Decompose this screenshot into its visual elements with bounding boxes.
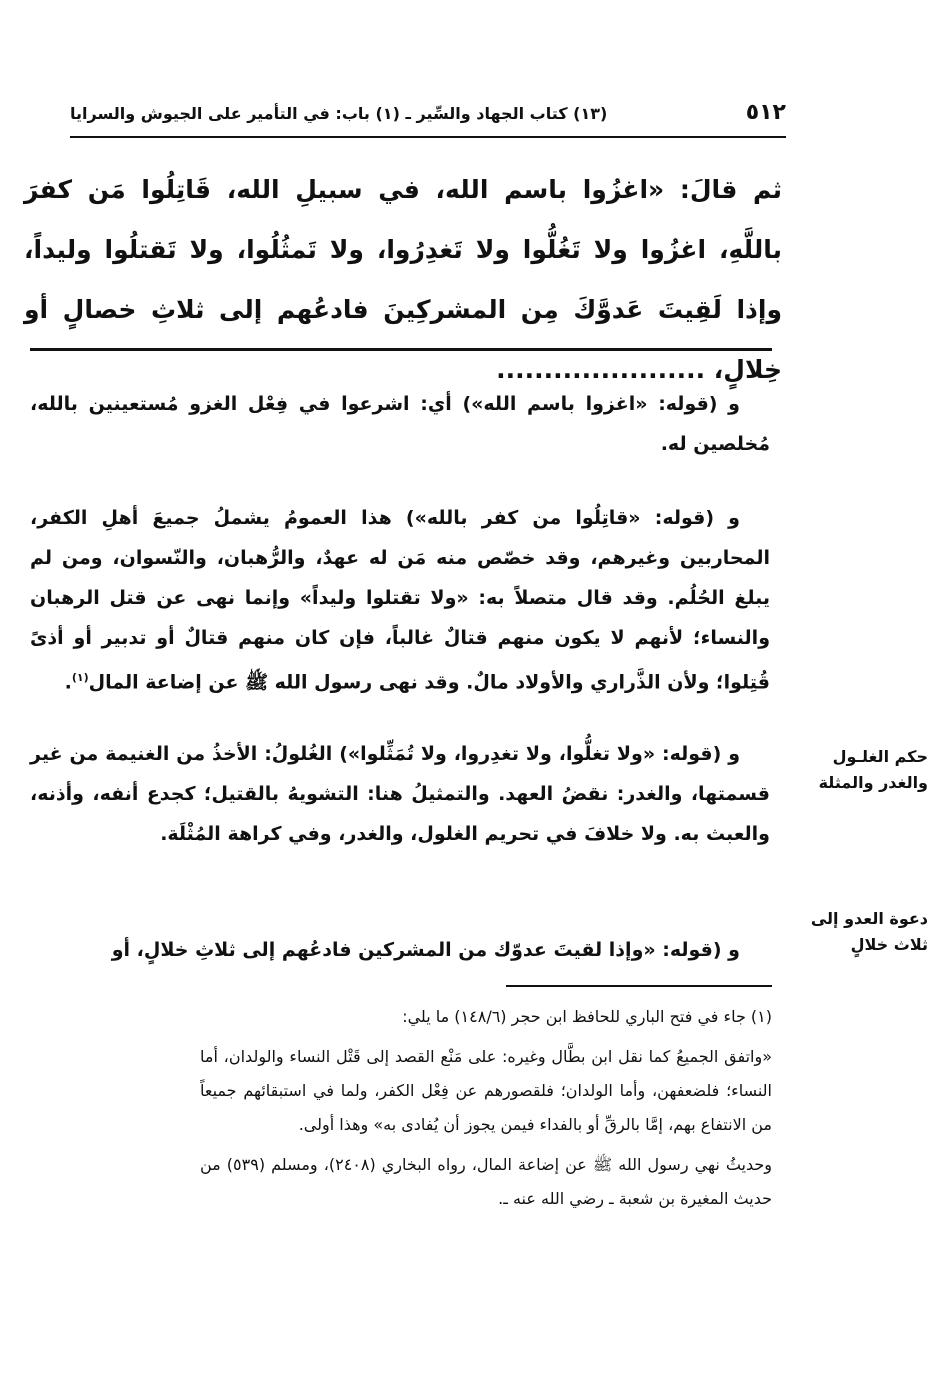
margin-note-invitation: [798, 906, 928, 958]
commentary-text: و (قوله: «قاتِلُوا من كفر بالله») هذا العمومُ يشملُ جميعَ أهلِ الكفر، المحاربين وغيرهم، وقد خصّص منه مَن له عهدٌ، والرُّهبان، والنّسوان، ومن لم يبلغ الحُلُم. وقد قال متصلاً به: «ولا تقتلوا وليداً» وإنما نهى عن قتل الرهبان والنساء؛ لأنهم لا يكون منهم قتالٌ غالباً، فإن كان منهم قتالٌ أو تدبير أو أذىً قُتِلوا؛ ولأن الذَّراري والأولاد مالٌ. وقد نهى رسول الله ﷺ عن إضاعة المال: [30, 507, 770, 694]
footnote-1: (١) جاء في فتح الباري للحافظ ابن حجر (١٤٨/٦) ما يلي:: [402, 1007, 772, 1026]
commentary-paragraph-1: [30, 384, 770, 464]
running-title: (١٣) كتاب الجهاد والسِّير ـ (١) باب: في التأمير على الجيوش والسرايا: [70, 104, 608, 123]
footnote-1-quote: «واتفق الجميعُ كما نقل ابن بطَّال وغيره: على مَنْع القصد إلى قَتْل النساء والولدان، أما النساء؛ فلضعفهن، وأما الولدان؛ فلقصورهم عن فِعْل الكفر، ولما في استبقائهم جميعاً من الانتفاع بهم، إمَّا بالرقِّ أو بالفداء فيمن يجوز أن يُفادى به» وهذا أولى.: [200, 1047, 772, 1134]
margin-note-line: حكم الغلـول: [832, 747, 928, 766]
commentary-text: و (قوله: «وإذا لقيتَ عدوّك من المشركين فادعُهم إلى ثلاثِ خلالٍ، أو: [111, 939, 740, 961]
commentary-paragraph-2: [30, 498, 770, 702]
commentary-text-end: .: [64, 671, 72, 694]
footnote-1-hadith: وحديثُ نهي رسول الله ﷺ عن إضاعة المال، رواه البخاري (٢٤٠٨)، ومسلم (٥٣٩) من حديث المغيرة بن شعبة ـ رضي الله عنه ـ.: [200, 1155, 773, 1208]
running-header: [70, 96, 786, 138]
margin-note-line: دعوة العدو إلى: [810, 909, 928, 928]
page-number: ٥١٢: [745, 100, 786, 125]
commentary-text: و (قوله: «ولا تغلُّوا، ولا تغدِروا، ولا تُمَثِّلوا») الغُلولُ: الأخذُ من الغنيمة من غير قسمتها، والغدر: نقضُ العهد. والتمثيلُ هنا: التشويهُ بالقتيل؛ كجدع أنفه، وأذنه، والعبث به. ولا خلافَ في تحريم الغلول، والغدر، وفي كراهة المُثْلَة.: [30, 743, 770, 845]
commentary-paragraph-4: [30, 930, 770, 970]
footnote-divider: [506, 985, 772, 987]
margin-note-line: والغدر والمثلة: [818, 773, 928, 792]
hadith-body: ثم قالَ: «اغزُوا باسم الله، في سبيلِ الله، قَاتِلُوا مَن كفرَ باللَّهِ، اغزُوا ولا تَغُلُّوا ولا تَغدِرُوا، ولا تَمثُلُوا، ولا تَقتلُوا وليداً، وإذا لَقِيتَ عَدوَّكَ مِن المشركِينَ فادعُهم إلى ثلاثِ خصالٍ أو خِلالٍ،: [24, 175, 782, 384]
ellipsis-dots: ......................: [496, 355, 706, 384]
commentary-text: و (قوله: «اغزوا باسم الله») أي: اشرعوا في فِعْل الغزو مُستعينين بالله، مُخلصين له.: [30, 393, 770, 455]
hadith-text: [24, 160, 782, 400]
footnotes: [200, 1000, 772, 1222]
margin-note-line: ثلاث خلالٍ: [850, 935, 928, 954]
commentary-paragraph-3: [30, 734, 770, 854]
footnote-reference[interactable]: (١): [71, 671, 89, 684]
margin-note-ruling: [798, 744, 928, 796]
section-divider: [30, 348, 772, 351]
